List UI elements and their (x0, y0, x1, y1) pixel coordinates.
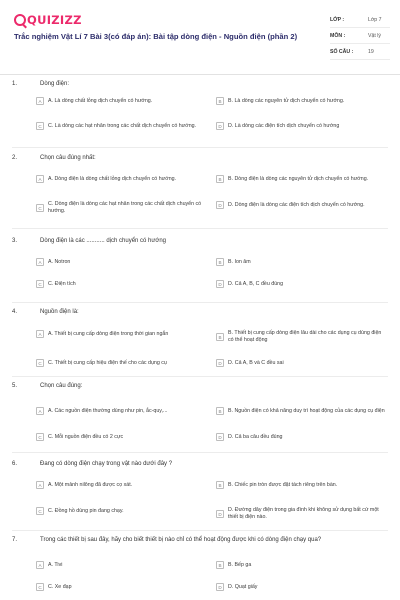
option-c[interactable] (36, 122, 206, 130)
question-text: Trong các thiết bị sau đây, hãy cho biết thiết bị nào chỉ có thể hoạt động được khi có dòng điện chạy qua? (40, 537, 322, 543)
option-a[interactable] (36, 481, 206, 489)
option-text: C. Điện tích (48, 280, 76, 287)
option-text: D. Dòng điện là dòng các điện tích dịch chuyển có hướng. (228, 201, 365, 208)
option-text: D. Cả A, B, C đều đúng (228, 280, 284, 287)
question-text: Đang có dòng điện chạy trong vật nào dưới đây ? (40, 461, 173, 467)
worksheet-header (0, 0, 400, 75)
option-text: B. Chiếc pin tròn được đặt tách riêng trên bàn. (228, 481, 338, 488)
option-d[interactable] (216, 122, 386, 130)
meta-row-class (330, 12, 390, 28)
option-text: A. Một mảnh nilông đã được cọ xát. (48, 481, 133, 488)
question-4 (12, 307, 392, 366)
question-2 (12, 153, 392, 214)
option-text: A. Dòng điện là dòng chất lỏng dịch chuyển có hướng. (48, 175, 177, 182)
question-6 (12, 459, 392, 520)
option-letter-badge: D (216, 201, 224, 209)
option-text: C. Xe đạp (48, 583, 72, 590)
question-header (12, 236, 392, 246)
question-divider (12, 452, 388, 453)
option-text: C. Thiết bị cung cấp hiệu điện thế cho các dụng cụ (48, 359, 167, 366)
option-d[interactable] (216, 359, 386, 367)
option-text: D. Đường dây điện trong gia đình khi không sử dụng bất cứ một thiết bị điện nào. (228, 507, 379, 520)
option-text: D. Quạt giấy (228, 583, 258, 590)
option-letter-badge: A (36, 407, 44, 415)
meta-row-count (330, 44, 390, 60)
logo-text: QUIZIZZ (27, 13, 82, 27)
option-letter-badge: A (36, 97, 44, 105)
meta-row-subject (330, 28, 390, 44)
option-letter-badge: C (36, 359, 44, 367)
question-header (12, 153, 392, 163)
option-letter-badge: D (216, 583, 224, 591)
option-a[interactable] (36, 258, 206, 266)
option-text: C. Mỗi nguồn điện đều có 2 cực (48, 433, 124, 440)
question-divider (12, 147, 388, 148)
option-c[interactable] (36, 201, 206, 215)
option-letter-badge: D (216, 510, 224, 518)
question-divider (12, 530, 388, 531)
option-b[interactable] (216, 97, 386, 105)
option-d[interactable] (216, 201, 386, 209)
question-divider (12, 302, 388, 303)
question-number: 7. (12, 537, 18, 543)
option-a[interactable] (36, 175, 206, 183)
option-letter-badge: C (36, 433, 44, 441)
question-text: Dòng điện là các ........... dịch chuyển có hướng (40, 238, 167, 244)
option-text: D. Cả A, B và C đều sai (228, 359, 284, 366)
question-text: Dòng điện: (40, 81, 70, 87)
question-5 (12, 381, 392, 440)
option-text: B. Dòng điện là dòng các nguyên tử dịch chuyển có hướng. (228, 175, 369, 182)
option-a[interactable] (36, 407, 206, 415)
option-text: C. Dòng điện là dòng các hạt nhân trong các chất dịch chuyển có hướng. (48, 201, 202, 214)
option-letter-badge: A (36, 561, 44, 569)
option-text: B. Nguồn điện có khả năng duy trì hoạt động của các dụng cụ điện (228, 407, 385, 414)
meta-key: SỐ CÂU : (330, 48, 354, 55)
meta-value: 19 (368, 48, 374, 55)
question-1 (12, 79, 392, 129)
option-b[interactable] (216, 407, 386, 415)
option-a[interactable] (36, 97, 206, 105)
question-7 (12, 535, 392, 590)
meta-value: Vật lý (368, 32, 381, 39)
option-text: A. Các nguồn điện thường dùng như pin, ắc-quy,... (48, 407, 168, 414)
option-text: A. Thiết bị cung cấp dòng điện trong thời gian ngắn (48, 330, 169, 337)
meta-value: Lớp 7 (368, 16, 382, 23)
meta-key: MÔN : (330, 32, 346, 39)
option-b[interactable] (216, 561, 386, 569)
option-c[interactable] (36, 280, 206, 288)
question-divider (12, 228, 388, 229)
option-text: C. Là dòng các hạt nhân trong các chất dịch chuyển có hướng. (48, 122, 197, 129)
option-letter-badge: D (216, 122, 224, 130)
option-b[interactable] (216, 330, 386, 344)
option-text: A. Notron (48, 258, 71, 265)
question-header (12, 79, 392, 89)
option-c[interactable] (36, 583, 206, 591)
question-text: Chọn câu đúng nhất: (40, 155, 96, 161)
option-text: A. Là dòng chất lỏng dịch chuyển có hướng. (48, 97, 153, 104)
logo-q-icon (14, 14, 26, 26)
quizizz-logo (14, 13, 82, 27)
option-letter-badge: A (36, 481, 44, 489)
option-letter-badge: D (216, 280, 224, 288)
option-letter-badge: C (36, 280, 44, 288)
question-text: Chọn câu đúng: (40, 383, 83, 389)
question-divider (12, 376, 388, 377)
option-text: A. Tivi (48, 561, 63, 568)
option-letter-badge: A (36, 175, 44, 183)
meta-key: LỚP : (330, 16, 345, 23)
option-d[interactable] (216, 433, 386, 441)
option-letter-badge: B (216, 97, 224, 105)
option-text: D. Cả ba câu đều đúng (228, 433, 283, 440)
option-c[interactable] (36, 359, 206, 367)
option-b[interactable] (216, 258, 386, 266)
worksheet-title: Trắc nghiệm Vật Lí 7 Bài 3(có đáp án): Bài tập dòng điện - Nguồn điện (phần 2) (14, 32, 298, 41)
question-number: 1. (12, 81, 18, 87)
option-c[interactable] (36, 507, 206, 515)
option-letter-badge: D (216, 433, 224, 441)
option-letter-badge: B (216, 333, 224, 341)
meta-table (330, 12, 390, 60)
option-letter-badge: C (36, 204, 44, 212)
question-3 (12, 236, 392, 287)
option-letter-badge: D (216, 359, 224, 367)
question-header (12, 535, 392, 545)
option-text: B. Thiết bị cung cấp dòng điện lâu dài cho các dụng cụ dùng điện có thể hoạt động (228, 330, 382, 343)
option-letter-badge: A (36, 330, 44, 338)
option-b[interactable] (216, 481, 386, 489)
question-header (12, 307, 392, 317)
option-text: C. Đồng hồ dùng pin đang chạy. (48, 507, 124, 514)
option-letter-badge: B (216, 175, 224, 183)
question-text: Nguồn điện là: (40, 309, 79, 315)
option-c[interactable] (36, 433, 206, 441)
option-letter-badge: C (36, 583, 44, 591)
option-d[interactable] (216, 280, 386, 288)
option-d[interactable] (216, 507, 386, 521)
option-text: B. Ion âm (228, 258, 251, 265)
option-letter-badge: B (216, 481, 224, 489)
option-text: B. Bếp ga (228, 561, 252, 568)
option-letter-badge: B (216, 258, 224, 266)
option-letter-badge: C (36, 122, 44, 130)
option-letter-badge: A (36, 258, 44, 266)
option-a[interactable] (36, 330, 206, 338)
option-d[interactable] (216, 583, 386, 591)
question-header (12, 459, 392, 469)
option-letter-badge: B (216, 561, 224, 569)
option-letter-badge: B (216, 407, 224, 415)
question-header (12, 381, 392, 391)
option-text: D. Là dòng các điện tích dịch chuyển có hướng (228, 122, 340, 129)
option-a[interactable] (36, 561, 206, 569)
option-b[interactable] (216, 175, 386, 183)
question-number: 5. (12, 383, 18, 389)
question-number: 2. (12, 155, 18, 161)
option-letter-badge: C (36, 507, 44, 515)
question-number: 3. (12, 238, 18, 244)
option-text: B. Là dòng các nguyên tử dịch chuyển có hướng. (228, 97, 345, 104)
question-number: 4. (12, 309, 18, 315)
question-number: 6. (12, 461, 18, 467)
